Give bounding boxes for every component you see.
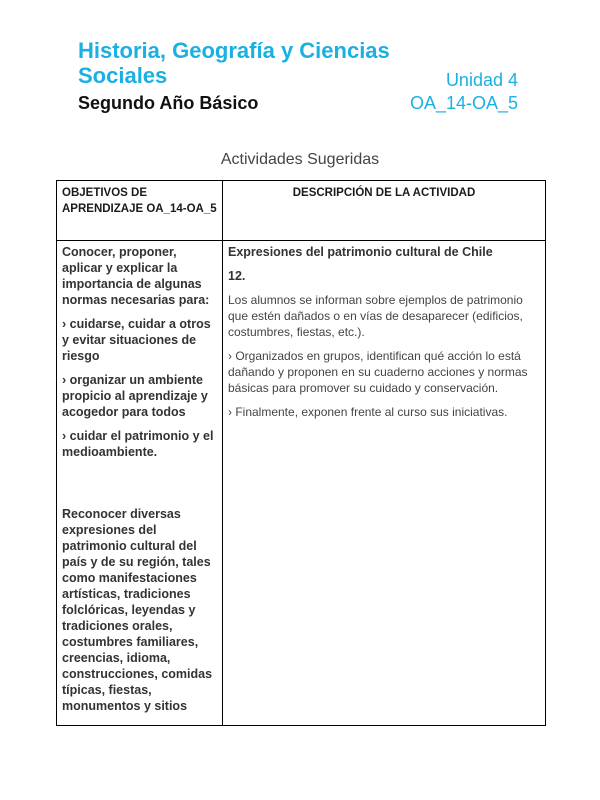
table-header-row xyxy=(57,181,546,241)
objective-item: › cuidar el patrimonio y el medioambiente. xyxy=(62,429,214,459)
activity-title: Expresiones del patrimonio cultural de Chile xyxy=(228,245,493,259)
objective-item: › organizar un ambiente propicio al aprendizaje y acogedor para todos xyxy=(62,373,208,419)
objective-intro: Conocer, proponer, aplicar y explicar la importancia de algunas normas necesarias para: xyxy=(62,245,210,307)
oa-code-label: OA_14-OA_5 xyxy=(409,93,518,113)
objectives-cell xyxy=(57,241,223,726)
objectives-header: OBJETIVOS DE APRENDIZAJE OA_14-OA_5 xyxy=(57,181,223,241)
activity-paragraph: › Finalmente, exponen frente al curso sus iniciativas. xyxy=(228,405,508,419)
grade-label: Segundo Año Básico xyxy=(78,93,259,113)
activity-paragraph: Los alumnos se informan sobre ejemplos de patrimonio que estén dañados o en vías de desaparecer (edificios, costumbres, fiestas, etc.). xyxy=(228,293,523,339)
spacer xyxy=(62,468,217,506)
description-header: DESCRIPCIÓN DE LA ACTIVIDAD xyxy=(223,181,546,241)
table-row xyxy=(57,241,546,726)
objective-item: › cuidarse, cuidar a otros y evitar situaciones de riesgo xyxy=(62,317,211,363)
objective-second: Reconocer diversas expresiones del patrimonio cultural del país y de su región, tales como manifestaciones artísticas, tradiciones folclóricas, leyendas y tradiciones orales, costumbres familiares, creencias, idioma, construcciones, comidas típicas, fiestas, monumentos y sitios xyxy=(62,507,213,713)
section-title: Actividades Sugeridas xyxy=(220,151,380,168)
description-cell xyxy=(223,241,546,726)
unit-label: Unidad 4 xyxy=(445,70,518,90)
subject-title: Historia, Geografía y Ciencias Sociales xyxy=(78,38,390,88)
activities-table xyxy=(56,180,546,726)
activity-number: 12. xyxy=(228,269,246,283)
activity-paragraph: › Organizados en grupos, identifican qué acción lo está dañando y proponen en su cuaderno acciones y normas básicas para promover su cuidado y conservación. xyxy=(228,349,528,395)
